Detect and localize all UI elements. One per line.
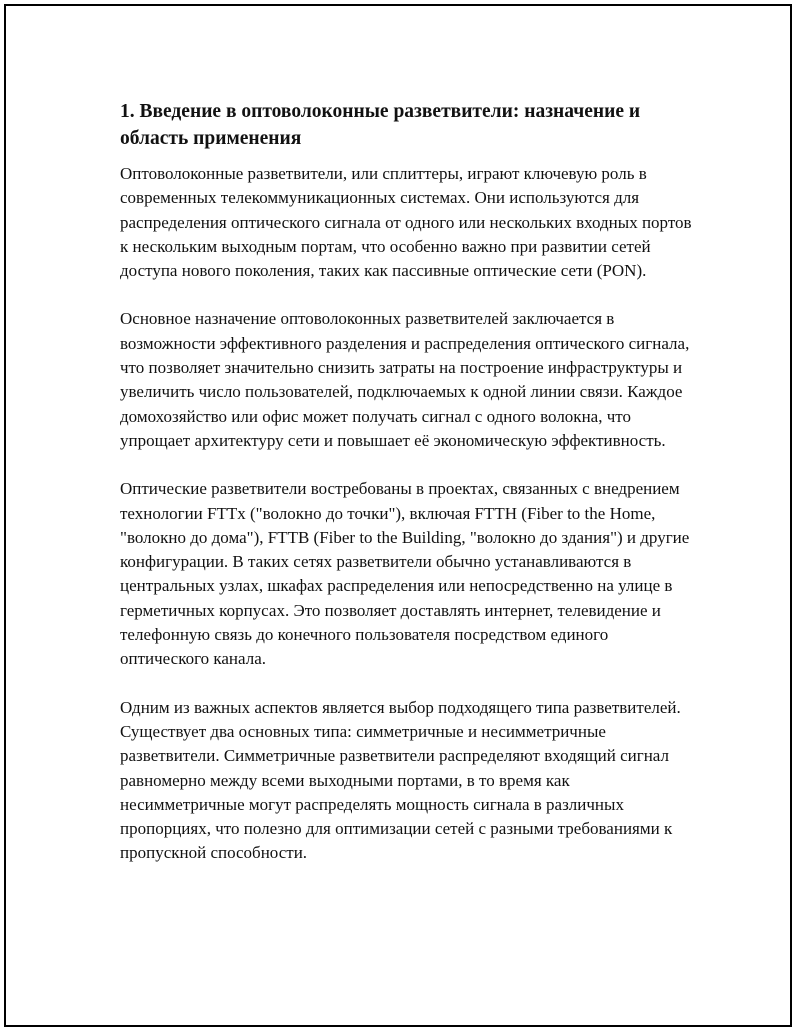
document-body — [120, 98, 696, 890]
paragraph-splitter-types: Одним из важных аспектов является выбор подходящего типа разветвителей. Существует два основных типа: симметричные и несимметричные разветвители. Симметричные разветвители распределяют входящий сигнал равномерно между всеми выходными портами, в то время как несимметричные могут распределять мощность сигнала в различных пропорциях, что полезно для оптимизации сетей с разными требованиями к пропускной способности. — [120, 697, 681, 863]
page-frame — [4, 4, 792, 1027]
section-heading: 1. Введение в оптоволоконные разветвители: назначение и область применения — [120, 101, 641, 149]
paragraph-fttx: Оптические разветвители востребованы в проектах, связанных с внедрением технологии FTTx ("волокно до точки"), включая FTTH (Fiber to the Home, "волокно до дома"), FTTB (Fiber to the Building, "волокно до здания") и другие конфигурации. В таких сетях разветвители обычно устанавливаются в центральных узлах, шкафах распределения или непосредственно на улице в герметичных корпусах. Это позволяет доставлять интернет, телевидение и телефонную связь до конечного пользователя посредством единого оптического канала. — [120, 479, 690, 669]
paragraph-intro: Оптоволоконные разветвители, или сплиттеры, играют ключевую роль в современных телекоммуникационных системах. Они используются для распределения оптического сигнала от одного или нескольких входных портов к нескольким выходным портам, что особенно важно при развитии сетей доступа нового поколения, таких как пассивные оптические сети (PON). — [120, 164, 692, 281]
paragraph-purpose: Основное назначение оптоволоконных разветвителей заключается в возможности эффективного разделения и распределения оптического сигнала, что позволяет значительно снизить затраты на построение инфраструктуры и увеличить число пользователей, подключаемых к одной линии связи. Каждое домохозяйство или офис может получать сигнал с одного волокна, что упрощает архитектуру сети и повышает её экономическую эффективность. — [120, 309, 690, 450]
